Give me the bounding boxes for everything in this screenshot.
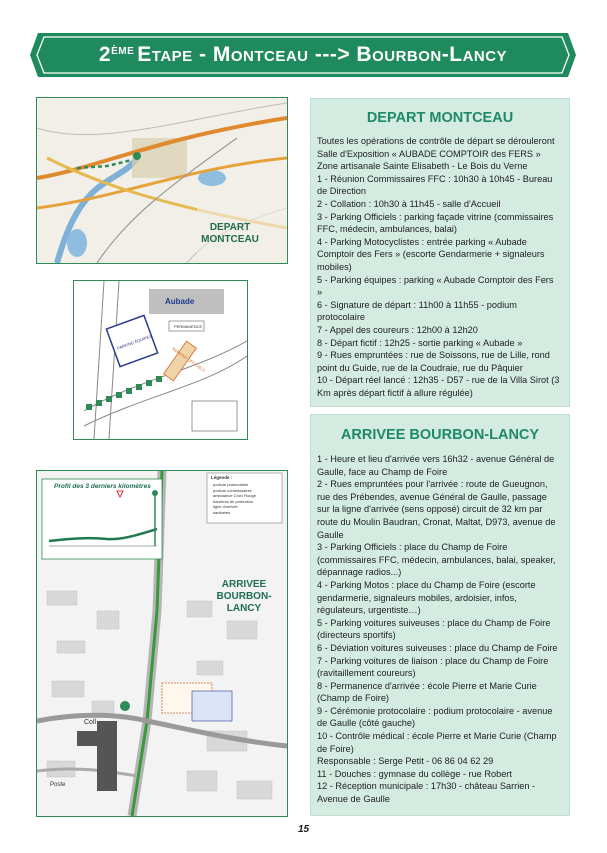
page-number: 15 [297,824,310,835]
stage-title-banner [30,33,576,77]
depart-line: 6 - Signature de départ : 11h00 à 11h55 - podium protocolaire [317,299,517,323]
depart-line: 7 - Appel des coureurs : 12h00 à 12h20 [317,324,478,335]
depart-line: 1 - Réunion Commissaires FFC : 10h30 à 10h45 - Bureau de Direction [317,173,553,197]
depart-body [311,135,569,399]
depart-line: 2 - Collation : 10h30 à 11h45 - salle d'Accueil [317,198,501,209]
aubade-logo: Aubade [165,297,195,306]
depart-map-label: DEPART MONTCEAU [201,222,259,245]
depart-line: Toutes les opérations de contrôle de départ se dérouleront Salle d'Exposition « AUBADE COMPTOIR des FERS » Zone artisanale Sainte Elisabeth - Le Bois du Verne [317,136,555,172]
arrivee-heading: ARRIVEE BOURBON-LANCY [340,427,540,443]
depart-line: 4 - Parking Motocyclistes : entrée parking « Aubade Comptoir des Fers » (escorte Gendarmerie + signaleurs mobiles) [317,236,545,272]
depart-line: 8 - Départ fictif : 12h25 - sortie parking « Aubade » [317,337,523,348]
start-area-graphic [74,281,247,439]
depart-line: 9 - Rues empruntées : rue de Soissons, rue de Lille, rond point du Guide, rue de la Coudraie, rue du Pâquier [317,350,550,373]
arrivee-bourbon-lancy-map [36,470,288,817]
arrivee-legend-title: Légende : [211,475,233,480]
depart-heading: DEPART MONTCEAU [366,110,514,126]
arrivee-line: 12 - Réception municipale : 17h30 - château Sarrien - Avenue de Gaulle [317,781,536,805]
arrivee-map-label: ARRIVEE BOURBON- LANCY [216,579,272,614]
arrivee-line: 3 - Parking Officiels : place du Champ de Foire (commissaires FFC, médecin, ambulances, balai, speaker, dépannage radios...) [317,542,556,578]
arrivee-line: 4 - Parking Motos : place du Champ de Foire (escorte gendarmerie, signaleurs mobiles, ardoisier, infos, régulateurs, urgentiste…) [317,579,536,616]
depart-line: 5 - Parking équipes : parking « Aubade Comptoir des Fers » [317,274,554,298]
street-label-coll: Coll [84,719,97,726]
arrivee-line: 5 - Parking voitures suiveuses : place du Champ de Foire (directeurs sportifs) [317,617,551,641]
legend-item: podium protocolaire [213,482,249,487]
arrivee-line: Responsable : Serge Petit - 06 86 04 62 29 [317,756,494,767]
profile-title: Profil des 3 derniers kilomètres [54,483,151,490]
depart-montceau-panel [310,98,570,407]
arrivee-line: 9 - Cérémonie protocolaire : podium protocolaire - avenue de Gaulle (côté gauche) [317,705,553,729]
arrivee-line: 10 - Contrôle médical : école Pierre et Marie Curie (Champ de Foire) [317,731,557,754]
arrivee-line: 1 - Heure et lieu d'arrivée vers 16h32 - avenue Général de Gaulle, face au Champ de Foire [317,454,555,477]
legend-item: ambulance Croix Rouge [213,493,256,499]
legend-item: ligne d'arrivée [213,504,238,510]
arrivee-bourbon-lancy-panel [310,414,570,816]
label-parking-equipes: PARKING ÉQUIPES [116,333,153,351]
legend-item: barrières de protection [213,498,254,504]
arrivee-line: 6 - Déviation voitures suiveuses : place du Champ de Foire [317,642,558,653]
legend-item: sanitaires [213,509,231,515]
arrivee-body [311,453,569,806]
arrivee-line: 11 - Douches : gymnase du collège - rue Robert [317,768,512,779]
arrivee-map-graphic [37,471,287,816]
street-label-poste: Poste [50,782,66,788]
stage-title: 2 $^{ÈME}$ Etape - Montceau ---> Bourbon-Lancy [98,43,508,66]
legend-item: podium commissaires [213,487,252,493]
start-area-map [73,280,248,440]
arrivee-legend [213,482,283,516]
label-parking-officiels: PARKING OFFICIELS [171,346,207,373]
arrivee-line: 7 - Parking voitures de liaison : place du Champ de Foire (ravitaillement coureurs) [317,655,549,679]
depart-line: 10 - Départ réel lancé : 12h35 - D57 - rue de la Villa Sirot (3 Km après départ fictif à allure régulée) [317,375,560,398]
depart-montceau-map [36,97,288,264]
arrivee-line: 2 - Rues empruntées pour l'arrivée : route de Gueugnon, rue des Prébendes, avenue Général de Gaulle, passage sur la ligne d'arrivée (sens opposé) circuit de 32 km par route du Moulin Baudran, Cronat, Maltat, D973, avenue de Gaulle [317,479,556,540]
label-permanence: PERMANENCE [174,324,203,329]
arrivee-line: 8 - Permanence d'arrivée : école Pierre et Marie Curie (Champ de Foire) [317,680,537,704]
depart-line: 3 - Parking Officiels : parking façade vitrine (commissaires FFC, médecin, ambulances, balai) [317,211,554,235]
